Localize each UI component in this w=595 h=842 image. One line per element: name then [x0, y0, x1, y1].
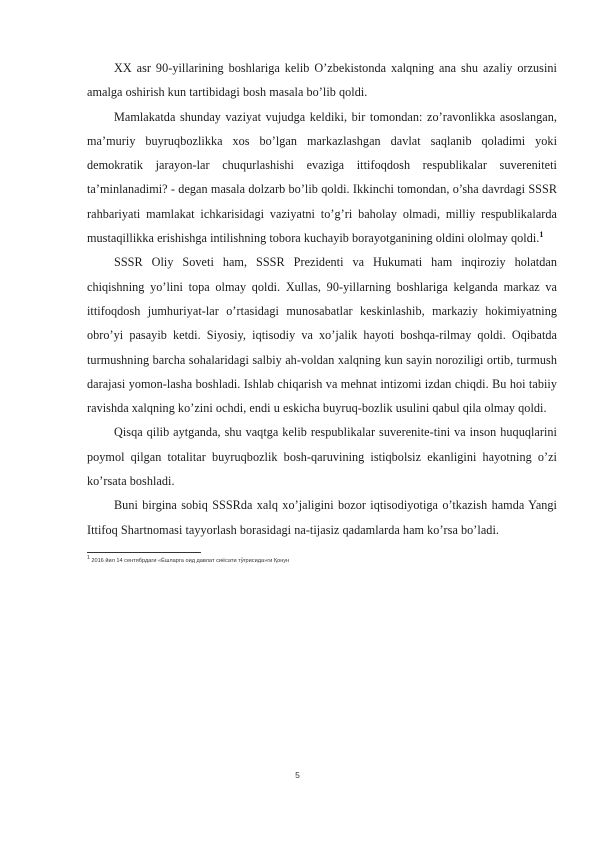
page-number: 5	[295, 770, 300, 780]
paragraph-3: SSSR Oliy Soveti ham, SSSR Prezidenti va Hukumati ham inqiroziy holatdan chiqishning yo’lini topa olmay qoldi. Xullas, 90-yillarning boshlariga kelganda markaz va ittifoqdosh jumhuriyat-lar o’rtasidagi munosabatlar keskinlashib, markaziy hokimiyatning obro’yi pasayib ketdi. Siyosiy, iqtisodiy va xo’jalik hayoti boshqa-rilmay qoldi. Oqibatda turmushning barcha sohalaridagi salbiy ah-voldan xalqning kun sayin noroziligi ortib, turmush darajasi yomon-lasha boshladi. Ishlab chiqarish va mehnat intizomi izdan chiqdi. Bu hoi tabiiy ravishda xalqning ko’zini ochdi, endi u eskicha buyruq-bozlik usulini qabul qila olmay qoldi.	[87, 255, 557, 416]
footnote-divider	[87, 552, 201, 553]
footnote	[87, 557, 557, 566]
paragraph-2	[87, 105, 557, 251]
footnote-text: 2016 йил 14 сентябрдаги «Ёшларга оид давлат сиёсати тўғрисида»ги Қонун	[91, 557, 290, 564]
paragraph-5: Buni birgina sobiq SSSRda xalq xo’jaligini bozor iqtisodiyotiga o’tkazish hamda Yangi Ittifoq Shartnomasi tayyorlash borasidagi na-tijasiz qadamlarda ham ko’rsa bo’ladi.	[87, 498, 557, 537]
paragraph-1: XX asr 90-yillarining boshlariga kelib O’zbekistonda xalqning ana shu azaliy orzusini amalga oshirish kun tartibidagi bosh masala bo’lib qoldi.	[87, 61, 557, 100]
footnote-marker: 1	[87, 555, 90, 562]
document-page	[87, 56, 557, 566]
paragraph-4: Qisqa qilib aytganda, shu vaqtga kelib respublikalar suverenite-tini va inson huquqlarini poymol qilgan totalitar buyruqbozlik bosh-qaruvining istiqbolsiz ekanligini hayotning o’zi ko’rsata boshladi.	[87, 425, 557, 489]
footnote-reference[interactable]: 1	[539, 230, 544, 240]
paragraph-2-text: Mamlakatda shunday vaziyat vujudga keldiki, bir tomondan: zo’ravonlikka asoslangan, ma’muriy buyruqbozlikka xos bo’lgan markazlashgan davlat saqlanib qoladimi yoki demokratik jarayon-lar chuqurlashishi evaziga ittifoqdosh respublikalar suvereniteti ta’minlanadimi? - degan masala dolzarb bo’lib qoldi. Ikkinchi tomondan, o’sha davrdagi SSSR rahbariyati mamlakat ichkarisidagi vaziyatni to’g’ri baholay olmadi, milliy respublikalarda mustaqillikka erishishga intilishning tobora kuchayib borayotganining oldini ololmay qoldi.	[87, 109, 557, 246]
